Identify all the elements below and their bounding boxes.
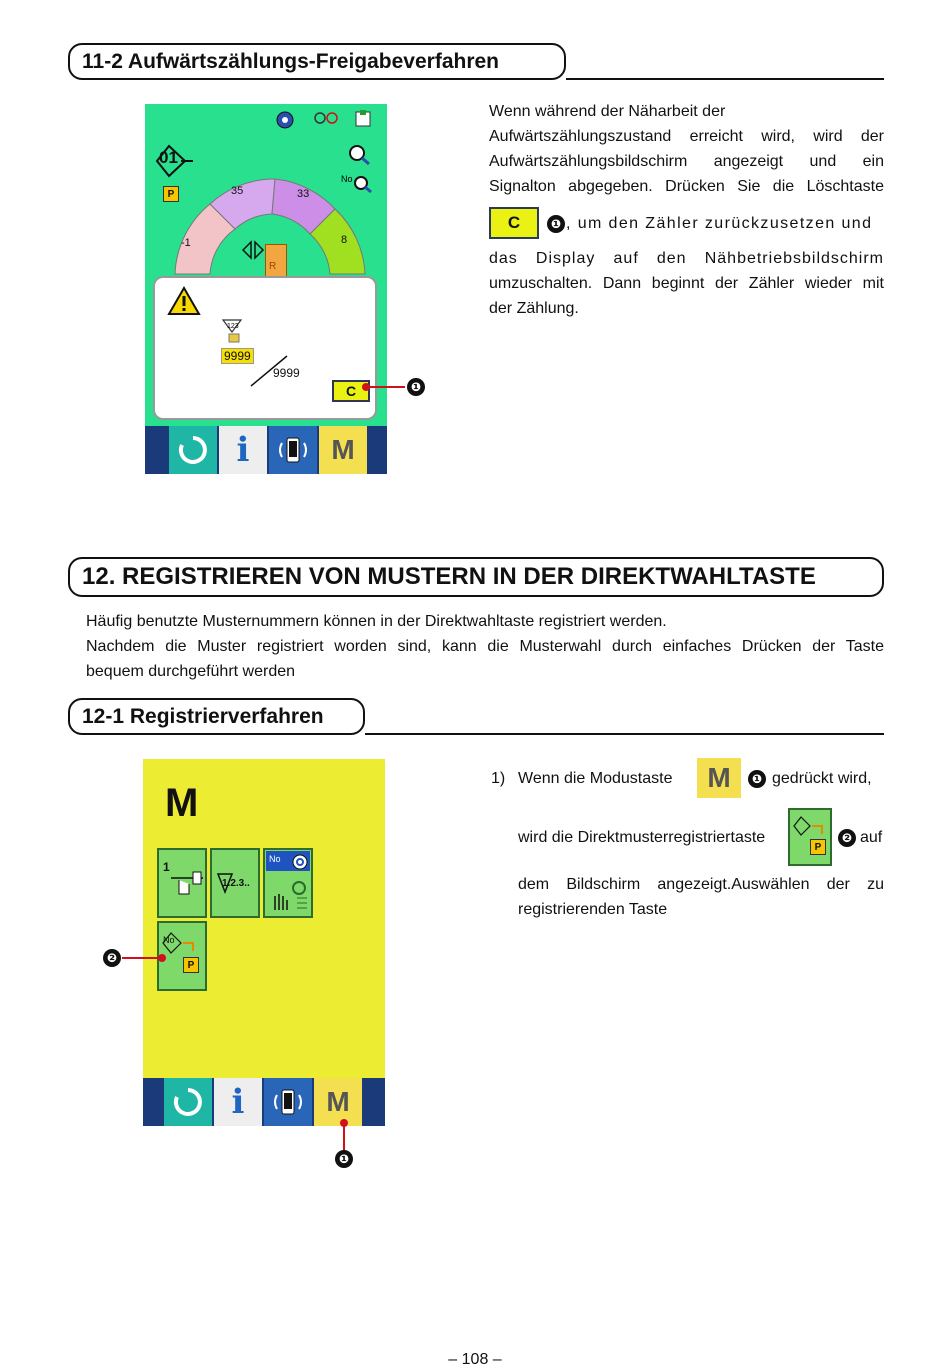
sew-ready-button[interactable] xyxy=(169,426,217,474)
counter-icon xyxy=(221,318,249,346)
step-text xyxy=(518,872,884,922)
inline-direct-p-box: P xyxy=(810,839,826,855)
arc-value-4: 8 xyxy=(341,234,348,246)
communication-icon-2 xyxy=(271,1087,305,1117)
inline-clear-key-label: C xyxy=(507,213,521,232)
text-11-2-cont xyxy=(489,246,884,321)
hand-icon xyxy=(269,880,309,914)
direct-p-box: P xyxy=(183,957,199,973)
text-11-2 xyxy=(489,99,884,199)
text-12-line-1: Häufig benutzte Musternummern können in der Direktwahltaste registriert werden. xyxy=(86,613,667,630)
single-pattern-number: 1 xyxy=(163,860,170,874)
communication-button[interactable] xyxy=(269,426,317,474)
inline-callout-1: ❶ xyxy=(547,215,565,233)
counter-current: 9999 xyxy=(221,348,254,364)
callout-1-marker: ❶ xyxy=(407,378,425,396)
text-12-line-2: Nachdem die Muster registriert worden sind, kann die Musterwahl durch einfaches Drücken der Taste xyxy=(86,638,884,655)
heading-12 xyxy=(68,557,884,597)
counter-settings-label: 1.2.3.. xyxy=(222,878,250,889)
callout-2-dot xyxy=(158,954,166,962)
callout-2-line xyxy=(122,957,162,959)
text-11-2-line-2: Aufwärtszählungszustand erreicht wird, wird der xyxy=(489,128,884,145)
text-11-2-cont-line-1: das Display auf den Nähbetriebsbildschirm xyxy=(489,250,884,267)
callout-3-line xyxy=(343,1124,345,1150)
text-11-2-cont-line-3: der Zählung. xyxy=(489,300,579,317)
status-icons xyxy=(270,108,380,132)
mode-button[interactable] xyxy=(319,426,367,474)
svg-text:No: No xyxy=(341,174,353,184)
arc-value-1: -1 xyxy=(181,237,191,249)
info-button-2[interactable] xyxy=(214,1078,262,1126)
text-12 xyxy=(86,609,884,684)
text-11-2-line-4: Signalton abgegeben. Drücken Sie die Löschtaste xyxy=(489,178,884,195)
direct-diamond-icon xyxy=(161,929,205,959)
search-icon xyxy=(345,142,375,166)
text-11-2-cont-line-2: umzuschalten. Dann beginnt der Zähler wieder mit xyxy=(489,275,884,292)
step-part1: Wenn die Modustaste xyxy=(518,770,673,787)
svg-text:123: 123 xyxy=(227,323,239,330)
heading-12-1-rule xyxy=(365,733,884,735)
pattern-number: 01 xyxy=(159,148,178,167)
callout-3-marker: ❶ xyxy=(335,1150,353,1168)
hand-pattern-icon xyxy=(169,868,205,898)
sew-ready-button-2[interactable] xyxy=(164,1078,212,1126)
step-part2: gedrückt wird, xyxy=(772,770,872,787)
direct-no-label: No xyxy=(163,935,175,945)
arc-value-3: 33 xyxy=(297,188,310,200)
info-button[interactable] xyxy=(219,426,267,474)
pattern-register-no: No xyxy=(269,854,281,864)
pattern-register-button[interactable] xyxy=(263,848,313,918)
inline-direct-diamond-icon xyxy=(792,814,830,840)
arc-value-2: 35 xyxy=(231,185,244,197)
inline-mode-key-label: M xyxy=(707,762,731,793)
info-icon: i xyxy=(236,430,250,470)
inline-direct-key xyxy=(788,808,832,866)
text-11-2-line-1: Wenn während der Näharbeit der xyxy=(489,103,726,120)
bottom-nav-1 xyxy=(145,426,387,474)
text-12-line-3: bequem durchgeführt werden xyxy=(86,663,296,680)
step-number: 1) xyxy=(491,770,506,787)
step-text-line-2: registrierenden Taste xyxy=(518,901,668,918)
r-label: R xyxy=(269,261,277,272)
communication-button-2[interactable] xyxy=(264,1078,312,1126)
counter-screen xyxy=(145,104,387,474)
text-11-2-inline-after: , um den Zähler zurückzusetzen und xyxy=(566,215,873,232)
heading-11-2-text: 11-2 Aufwärtszählungs-Freigabeverfahren xyxy=(82,49,500,73)
mirror-icon xyxy=(241,240,265,260)
heading-12-text: 12. REGISTRIEREN VON MUSTERN IN DER DIREKTWAHLTASTE xyxy=(82,563,816,590)
info-icon-2: i xyxy=(231,1082,245,1122)
clear-button-label: C xyxy=(345,383,357,399)
counter-settings-button[interactable] xyxy=(210,848,260,918)
mode-button-2-label: M xyxy=(326,1086,350,1117)
mode-screen xyxy=(143,759,385,1126)
heading-11-2 xyxy=(68,43,566,80)
heading-12-1-text: 12-1 Registrierverfahren xyxy=(82,704,324,728)
inline-clear-key xyxy=(489,207,539,239)
heading-12-1 xyxy=(68,698,365,735)
mode-screen-title: M xyxy=(165,781,199,825)
warning-icon xyxy=(167,286,201,316)
counter-target: 9999 xyxy=(273,366,300,380)
mode-button-label: M xyxy=(331,434,355,465)
counter-dialog xyxy=(153,276,377,420)
communication-icon xyxy=(276,435,310,465)
callout-1-line xyxy=(367,386,405,388)
mode-button-2[interactable] xyxy=(314,1078,362,1126)
step-part3: wird die Direktmusterregistriertaste xyxy=(518,829,766,846)
inline-callout-2: ❷ xyxy=(838,829,856,847)
ready-ring-icon-2 xyxy=(172,1086,204,1118)
heading-11-2-rule xyxy=(566,78,884,80)
p-box: P xyxy=(163,186,179,202)
step-part4: auf xyxy=(860,829,883,846)
spiral-icon xyxy=(291,853,309,871)
bottom-nav-2 xyxy=(143,1078,385,1126)
page-number: – 108 – xyxy=(448,1351,502,1368)
inline-mode-key xyxy=(697,758,741,798)
single-pattern-button[interactable] xyxy=(157,848,207,918)
text-11-2-line-3: Aufwärtszählungsbildschirm angezeigt und ein xyxy=(489,153,884,170)
ready-ring-icon xyxy=(177,434,209,466)
callout-2-marker: ❷ xyxy=(103,949,121,967)
inline-callout-3: ❶ xyxy=(748,770,766,788)
step-text-line-1: dem Bildschirm angezeigt.Auswählen der zu xyxy=(518,876,884,893)
